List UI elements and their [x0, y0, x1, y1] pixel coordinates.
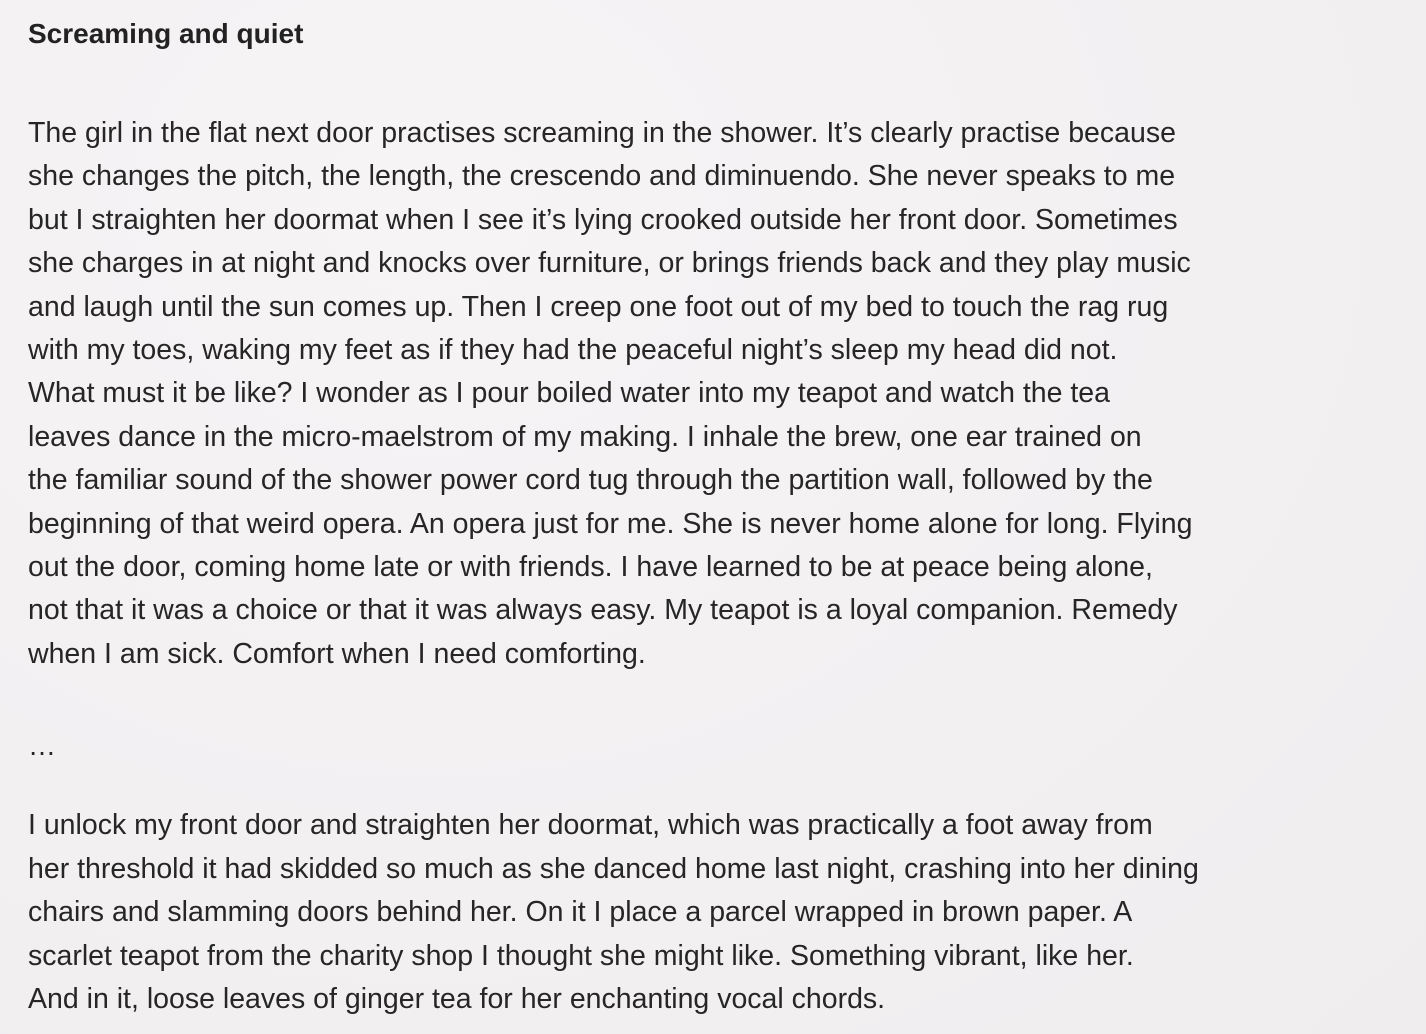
paragraph-line: What must it be like? I wonder as I pour boiled water into my teapot and watch the tea [28, 377, 1110, 410]
paragraph-line: she charges in at night and knocks over furniture, or brings friends back and they play music [28, 247, 1191, 280]
paragraph-line: and laugh until the sun comes up. Then I creep one foot out of my bed to touch the rag rug [28, 290, 1169, 323]
paragraph-1 [28, 112, 1366, 676]
paragraph-line: not that it was a choice or that it was always easy. My teapot is a loyal companion. Remedy [28, 594, 1178, 627]
paragraph-2 [28, 804, 1366, 1021]
document-title: Screaming and quiet [28, 18, 304, 49]
paragraph-line: beginning of that weird opera. An opera just for me. She is never home alone for long. Flying [28, 507, 1193, 540]
paragraph-line: The girl in the flat next door practises screaming in the shower. It’s clearly practise because [28, 117, 1176, 149]
paragraph-line: she changes the pitch, the length, the crescendo and diminuendo. She never speaks to me [28, 160, 1176, 193]
paragraph-line: with my toes, waking my feet as if they had the peaceful night’s sleep my head did not. [28, 334, 1118, 367]
paragraph-line: out the door, coming home late or with friends. I have learned to be at peace being alone, [28, 551, 1153, 584]
paragraph-line: chairs and slamming doors behind her. On it I place a parcel wrapped in brown paper. A [28, 896, 1133, 929]
section-break-ellipsis: … [28, 730, 56, 762]
paragraph-line: the familiar sound of the shower power cord tug through the partition wall, followed by the [28, 464, 1153, 497]
paragraph-line: leaves dance in the micro-maelstrom of my making. I inhale the brew, one ear trained on [28, 420, 1142, 453]
paragraph-line: when I am sick. Comfort when I need comforting. [28, 637, 646, 670]
paragraph-line: scarlet teapot from the charity shop I thought she might like. Something vibrant, like her. [28, 939, 1134, 972]
paragraph-line: but I straighten her doormat when I see it’s lying crooked outside her front door. Sometimes [28, 203, 1178, 236]
paragraph-line: And in it, loose leaves of ginger tea for her enchanting vocal chords. [28, 982, 886, 1015]
paragraph-line: I unlock my front door and straighten her doormat, which was practically a foot away from [28, 809, 1153, 842]
paragraph-line: her threshold it had skidded so much as she danced home last night, crashing into her dining [28, 852, 1199, 885]
